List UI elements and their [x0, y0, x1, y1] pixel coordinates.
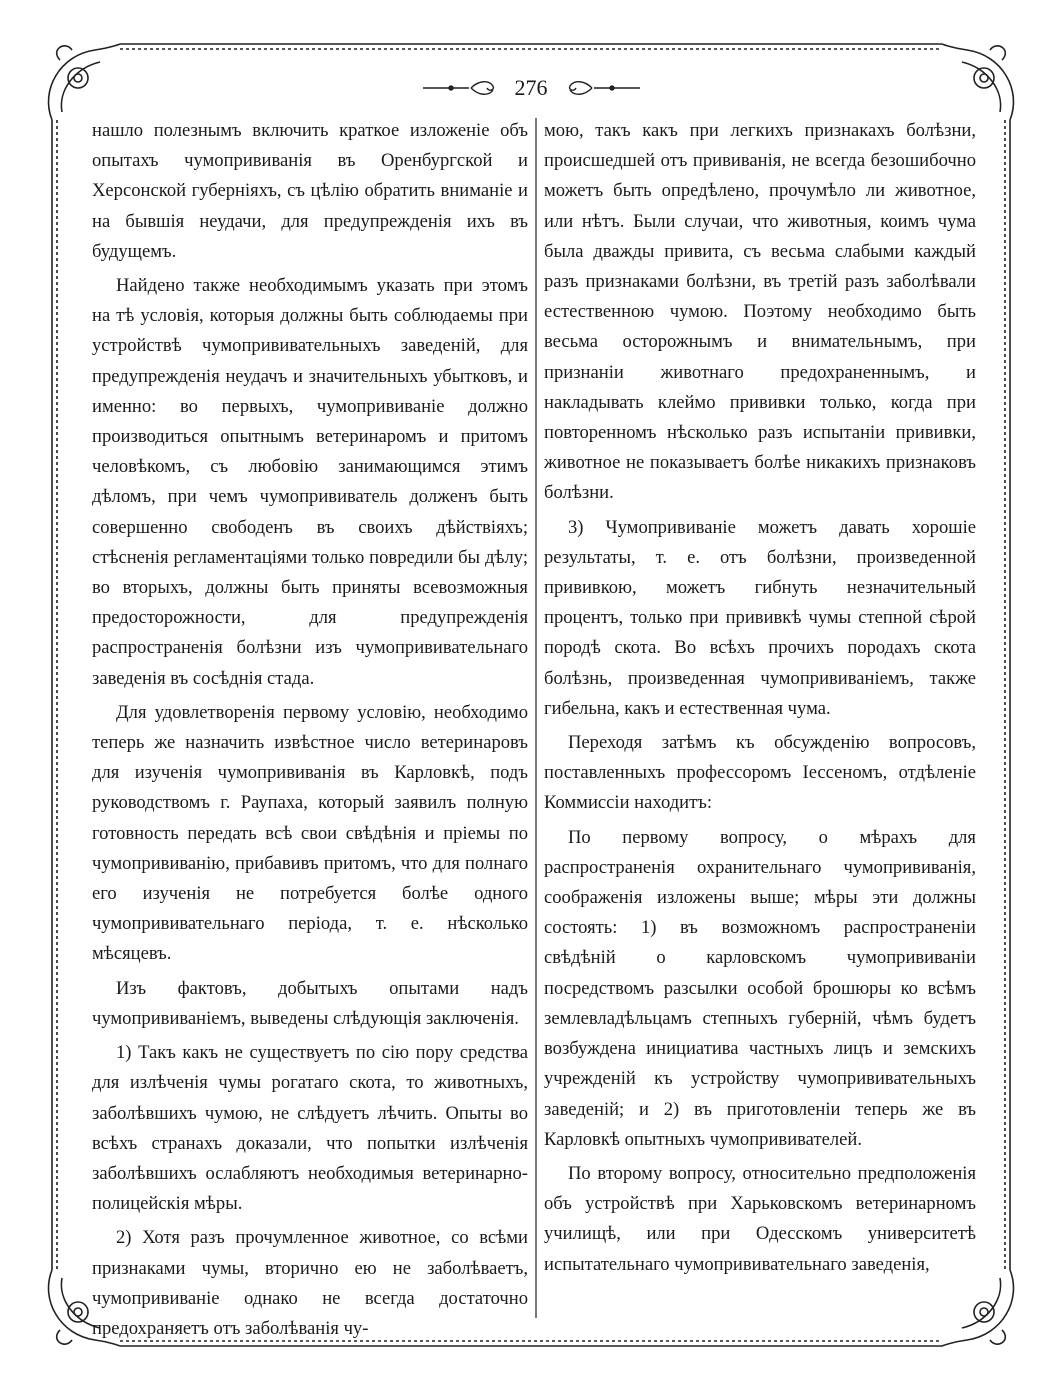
- left-column: [92, 116, 528, 1339]
- paragraph: Для удовлетворенія первому условію, необходимо теперь же назначить извѣстное число ветеринаровъ для изученія чумопрививанія въ Карловкѣ, подъ руководствомъ г. Раупаха, который заявилъ полную готовность передать всѣ свои свѣдѣнія и пріемы по чумопрививанію, прибавивъ притомъ, что для полнаго его изученія не потребуется болѣе одного чумопрививательнаго періода, т. е. нѣсколько мѣсяцевъ.: [92, 701, 528, 965]
- header-ornament-left-icon: [421, 78, 501, 98]
- paragraph: Переходя затѣмъ къ обсужденію вопросовъ, поставленныхъ профессоромъ Іессеномъ, отдѣленіе Коммиссіи находитъ:: [544, 732, 976, 814]
- paragraph: Изъ фактовъ, добытыхъ опытами надъ чумопрививаніемъ, выведены слѣдующія заключенія.: [92, 977, 528, 1029]
- paragraph: нашло полезнымъ включить краткое изложеніе объ опытахъ чумопрививанія въ Оренбургской и Херсонской губерніяхъ, съ цѣлію обратить вниманіе и на бывшія неудачи, для предупрежденія ихъ въ будущемъ.: [92, 120, 528, 262]
- paragraph: 2) Хотя разъ прочумленное животное, со всѣми признаками чумы, вторично ею не заболѣваетъ, чумопрививаніе однако не всегда достаточно предохраняетъ отъ заболѣванія чу-: [92, 1227, 528, 1339]
- paragraph: По второму вопросу, относительно предположенія объ устройствѣ при Харьковскомъ ветеринарномъ училищѣ, или при Одесскомъ университетѣ испытательнаго чумопрививательнаго заведенія,: [544, 1162, 976, 1275]
- right-column: [544, 116, 976, 1321]
- paragraph: 1) Такъ какъ не существуетъ по сію пору средства для излѣченія чумы рогатаго скота, то животныхъ, заболѣвшихъ чумою, не слѣдуетъ лѣчить. Опыты во всѣхъ странахъ доказали, что попытки излѣченія заболѣвшихъ ослабляютъ необходимыя ветеринарно-полицейскія мѣры.: [92, 1042, 528, 1215]
- header-ornament-right-icon: [562, 78, 642, 98]
- paragraph: мою, такъ какъ при легкихъ признакахъ болѣзни, происшедшей отъ прививанія, не всегда безошибочно можетъ быть опредѣлено, прочумѣло ли животное, или нѣтъ. Были случаи, что животныя, коимъ чума была дважды привита, съ весьма слабыми каждый разъ признаками болѣзни, въ третій разъ заболѣвали естественною чумою. Поэтому необходимо быть весьма осторожнымъ и внимательнымъ, при признаніи животнаго предохраненнымъ, и накладывать клеймо прививки только, когда при повторенномъ нѣсколько разъ испытаніи прививки, животное не показываетъ болѣе никакихъ признаковъ болѣзни.: [544, 120, 976, 504]
- paragraph: По первому вопросу, о мѣрахъ для распространенія охранительнаго чумопрививанія, соображенія изложены выше; мѣры эти должны состоять: 1) въ возможномъ распространеніи свѣдѣній о карловскомъ чумопрививаніи посредствомъ разсылки особой брошюры ко всѣмъ землевладѣльцамъ степныхъ губерній, чѣмъ будетъ возбуждена инициатива частныхъ лицъ и земскихъ учрежденій къ устройству чумопрививательныхъ заведеній; и 2) въ приготовленіи теперь же въ Карловкѣ опытныхъ чумопрививателей.: [544, 826, 976, 1150]
- paragraph: Найдено также необходимымъ указать при этомъ на тѣ условія, которыя должны быть соблюдаемы при устройствѣ чумопрививательныхъ заведеній, для предупрежденія неудачъ и значительныхъ убытковъ, и именно: во первыхъ, чумопрививаніе должно производиться опытнымъ ветеринаромъ и притомъ человѣкомъ, съ любовію занимающимся этимъ дѣломъ, при чемъ чумопрививатель долженъ быть совершенно свободенъ въ своихъ дѣйствіяхъ; стѣсненія регламентаціями только повредили бы дѣлу; во вторыхъ, должны быть приняты всевозможныя предосторожности, для предупрежденія распространенія болѣзни изъ чумопрививательнаго заведенія въ сосѣднія стада.: [92, 275, 528, 689]
- page-number: 276: [514, 75, 548, 100]
- page-header: [0, 70, 1062, 106]
- paragraph: 3) Чумопрививаніе можетъ давать хорошіе результаты, т. е. отъ болѣзни, произведенной прививкою, можетъ гибнуть незначительный процентъ, только при прививкѣ чумы степной сѣрой породѣ скота. Во всѣхъ прочихъ породахъ скота болѣзнь, произведенная чумопрививаніемъ, также гибельна, какъ и естественная чума.: [544, 516, 976, 719]
